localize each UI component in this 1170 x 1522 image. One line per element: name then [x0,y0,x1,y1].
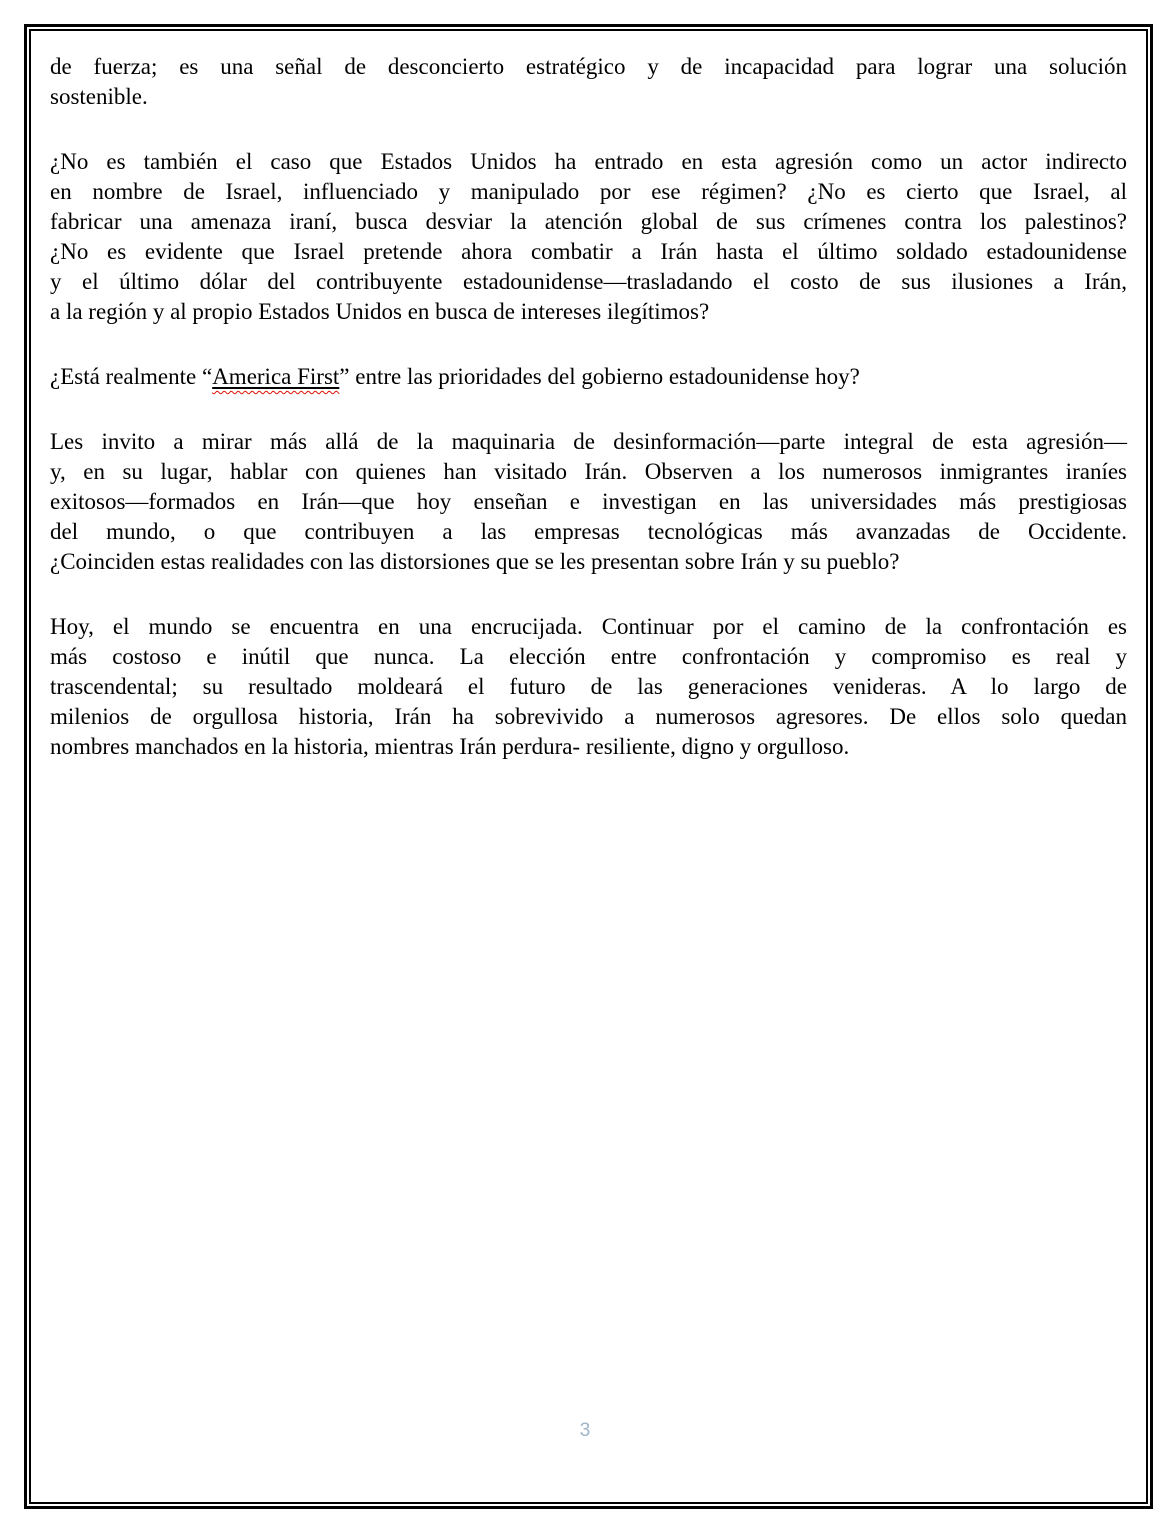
page-number: 3 [579,1420,591,1441]
page-border-inner [29,29,1148,1504]
text-line: ¿Coinciden estas realidades con las distorsiones que se les presentan sobre Irán y su pueblo? [50,549,900,574]
text-line: milenios de orgullosa historia, Irán ha sobrevivido a numerosos agresores. De ellos solo quedan [50,704,1127,729]
text-line: del mundo, o que contribuyen a las empresas tecnológicas más avanzadas de Occidente. [50,519,1127,544]
text-line: a la región y al propio Estados Unidos en busca de intereses ilegítimos? [50,299,710,324]
text-line: nombres manchados en la historia, mientras Irán perdura- resiliente, digno y orgulloso. [50,734,850,759]
text-line: en nombre de Israel, influenciado y manipulado por ese régimen? ¿No es cierto que Israel, al [50,179,1127,204]
paragraph [50,427,1127,577]
page-footer [0,1420,1170,1442]
text-line: Les invito a mirar más allá de la maquinaria de desinformación—parte integral de esta agresión— [50,429,1127,454]
paragraph [50,147,1127,327]
text-line: exitosos—formados en Irán—que hoy enseñan e investigan en las universidades más prestigiosas [50,489,1127,514]
text-line: Hoy, el mundo se encuentra en una encrucijada. Continuar por el camino de la confrontación es [50,614,1127,639]
text-line: sostenible. [50,84,148,109]
spellcheck-wavy-underline: America First [212,364,340,389]
paragraph [50,362,1127,392]
text-line: ¿No es evidente que Israel pretende ahora combatir a Irán hasta el último soldado estadounidense [50,239,1127,264]
text-line: de fuerza; es una señal de desconcierto estratégico y de incapacidad para lograr una solución [50,54,1127,79]
text-line: ¿Está realmente “America First” entre las prioridades del gobierno estadounidense hoy? [50,364,860,389]
text-line: fabricar una amenaza iraní, busca desviar la atención global de sus crímenes contra los palestinos? [50,209,1127,234]
document-body [50,52,1127,762]
paragraph [50,612,1127,762]
text-line: y, en su lugar, hablar con quienes han visitado Irán. Observen a los numerosos inmigrantes iraníes [50,459,1127,484]
page-border-outer [24,24,1153,1509]
text-line: trascendental; su resultado moldeará el futuro de las generaciones venideras. A lo largo de [50,674,1127,699]
spellcheck-marked-phrase [212,364,339,389]
text-line: y el último dólar del contribuyente estadounidense—trasladando el costo de sus ilusiones a Irán, [50,269,1127,294]
text-line: ¿No es también el caso que Estados Unidos ha entrado en esta agresión como un actor indirecto [50,149,1127,174]
paragraph [50,52,1127,112]
text-line: más costoso e inútil que nunca. La elección entre confrontación y compromiso es real y [50,644,1127,669]
